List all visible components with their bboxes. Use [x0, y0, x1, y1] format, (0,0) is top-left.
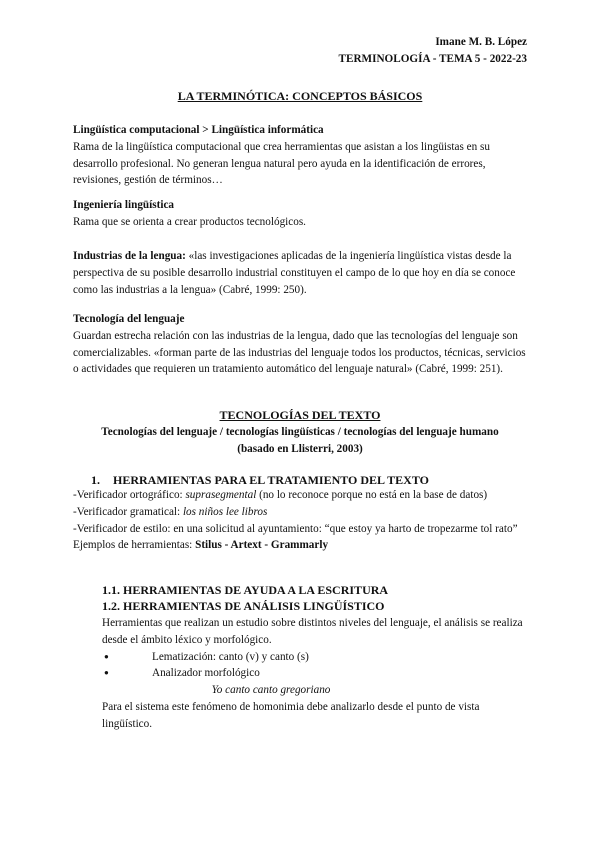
verificadores-list — [73, 487, 529, 554]
subsection-1-1: 1.1. HERRAMIENTAS DE AYUDA A LA ESCRITURA — [102, 583, 389, 597]
section-heading: Ingeniería lingüística — [73, 199, 175, 211]
tec-texto-title-text: TECNOLOGÍAS DEL TEXTO — [219, 408, 381, 422]
example-sentence: Yo canto canto gregoriano — [211, 684, 331, 697]
list-item: ● Lematización: canto (v) y canto (s) — [102, 649, 530, 666]
section-industrias-lengua — [73, 248, 529, 298]
section-body: Rama de la lingüística computacional que crea herramientas que asistan a los lingüistas en su desarrollo profesional. No generan lengua natural pero ayuda en la identificación de errores, revisiones, gestión de términos… — [73, 140, 490, 187]
heading-text: HERRAMIENTAS PARA EL TRATAMIENTO DEL TEXTO — [113, 473, 429, 487]
analisis-intro: Herramientas que realizan un estudio sobre distintos niveles del lenguaje, el análisis se realiza desde el ámbito léxico y morfológico. — [102, 617, 523, 646]
section-heading: Lingüística computacional > Lingüística informática — [73, 124, 324, 136]
header-author: Imane M. B. López — [435, 36, 527, 48]
analisis-bullets — [102, 649, 530, 683]
tec-texto-title — [0, 407, 600, 424]
section-body: Rama que se orienta a crear productos tecnológicos. — [73, 215, 306, 228]
tec-texto-subtitle-2: (basado en Llisterri, 2003) — [237, 443, 363, 455]
heading-number: 1. — [91, 473, 100, 487]
analisis-closing: Para el sistema este fenómeno de homonimia debe analizarlo desde el punto de vista lingüístico. — [102, 700, 480, 730]
document-title-text: LA TERMINÓTICA: CONCEPTOS BÁSICOS — [177, 89, 423, 103]
analisis-content — [102, 615, 530, 733]
section-body: Guardan estrecha relación con las industrias de la lengua, dado que las tecnologías del lenguaje son comercializables. «forman parte de las industrias del lenguaje todos los productos, técnicas, servicios o actividades que requieren un tratamiento automático del lenguaje natural» (Cabré, 1999: 251). — [73, 329, 526, 376]
verificador-estilo: -Verificador de estilo: en una solicitud al ayuntamiento: “que estoy ya harto de tropezarme tol rato” — [73, 522, 518, 535]
tec-texto-subtitle-1: Tecnologías del lenguaje / tecnologías lingüísticas / tecnologías del lenguaje humano — [101, 426, 499, 438]
ejemplos-herramientas: Ejemplos de herramientas: Stilus - Artext - Grammarly — [73, 539, 329, 552]
section-linguistica-computacional — [73, 122, 529, 189]
section-heading: Industrias de la lengua: — [73, 250, 186, 262]
header-course: TERMINOLOGÍA - TEMA 5 - 2022-23 — [338, 53, 527, 65]
section-ingenieria-linguistica — [73, 197, 529, 231]
section-heading: Tecnología del lenguaje — [73, 313, 185, 325]
list-item: ● Analizador morfológico — [102, 665, 530, 682]
document-title — [0, 88, 600, 105]
section-tecnologia-lenguaje — [73, 311, 529, 378]
verificador-ortografico: -Verificador ortográfico: suprasegmental (no lo reconoce porque no está en la base de datos) — [73, 489, 488, 501]
verificador-gramatical: -Verificador gramatical: los niños lee libros — [73, 505, 268, 518]
section-body: «las investigaciones aplicadas de la ingeniería lingüística vistas desde la perspectiva de su posible desarrollo industrial constituyen el campo de lo que hoy en día se conoce como las industrias a la lengua» (Cabré, 1999: 250). — [73, 250, 516, 296]
subsection-1-2: 1.2. HERRAMIENTAS DE ANÁLISIS LINGÜÍSTICO — [102, 599, 385, 613]
